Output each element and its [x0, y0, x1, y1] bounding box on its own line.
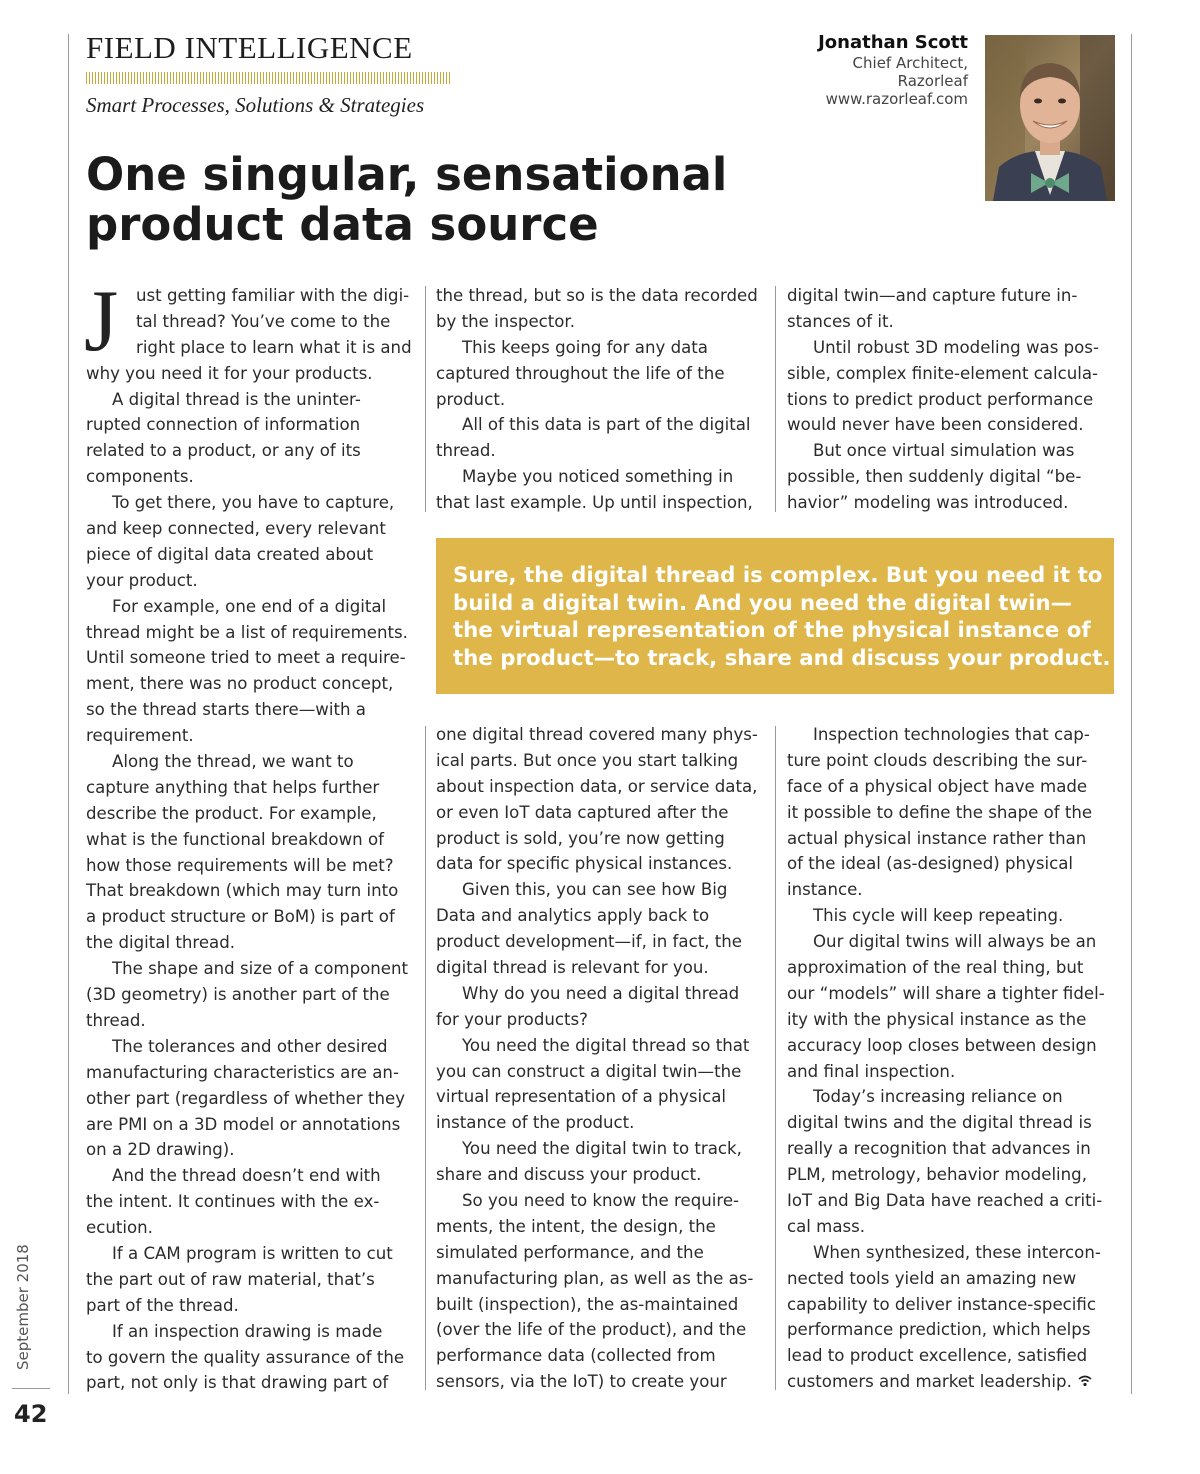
text-line: product is sold, you’re now getting [436, 828, 725, 848]
wifi-end-mark-icon [1072, 1372, 1092, 1391]
text-line: cal mass. [787, 1216, 866, 1236]
text-line: share and discuss your product. [436, 1165, 702, 1185]
article-column-2-top [436, 283, 766, 516]
text-line: piece of digital data created about [86, 544, 374, 564]
text-line: performance data (collected from [436, 1346, 716, 1366]
text-line: your product. [86, 570, 198, 590]
text-line: by the inspector. [436, 311, 576, 331]
text-line: what is the functional breakdown of [86, 829, 384, 849]
text-line: Our digital twins will always be an [813, 932, 1097, 952]
text-line: tions to predict product performance [787, 389, 1094, 409]
text-line: But once virtual simulation was [813, 441, 1075, 461]
text-line: ments, the intent, the design, the [436, 1216, 716, 1236]
text-line: virtual representation of a physical [436, 1087, 727, 1107]
pull-quote-line: the product—to track, share and discuss your product. [453, 645, 1111, 671]
text-line: Maybe you noticed something in [462, 467, 734, 487]
text-line: So you need to know the require- [462, 1191, 740, 1211]
text-line: capability to deliver instance-specific [787, 1294, 1096, 1314]
text-line: on a 2D drawing). [86, 1140, 235, 1160]
text-line: really a recognition that advances in [787, 1139, 1091, 1159]
text-line: You need the digital twin to track, [462, 1139, 742, 1159]
text-line: tal thread? You’ve come to the [136, 311, 391, 331]
text-line: performance prediction, which helps [787, 1320, 1091, 1340]
column-tagline: Smart Processes, Solutions & Strategies [86, 93, 425, 117]
column-rule-bottom-1 [425, 726, 426, 1390]
text-line: capture anything that helps further [86, 777, 380, 797]
text-line: Data and analytics apply back to [436, 906, 710, 926]
text-line: a product structure or BoM) is part of [86, 907, 395, 927]
text-line: PLM, metrology, behavior modeling, [787, 1165, 1087, 1185]
text-line: digital thread is relevant for you. [436, 958, 709, 978]
headline-line-1: One singular, sensational [86, 148, 728, 201]
text-line: actual physical instance rather than [787, 828, 1087, 848]
author-website[interactable]: www.razorleaf.com [825, 90, 968, 108]
text-line: A digital thread is the uninter- [112, 389, 361, 409]
text-line: and final inspection. [787, 1061, 956, 1081]
text-line: part of the thread. [86, 1295, 239, 1315]
left-margin-rule [68, 34, 69, 1394]
text-line: thread might be a list of requirements. [86, 622, 408, 642]
text-line: manufacturing plan, as well as the as- [436, 1268, 754, 1288]
pull-quote-line: Sure, the digital thread is complex. But you need it to [453, 563, 1103, 588]
text-line: describe the product. For example, [86, 803, 377, 823]
author-photo [985, 35, 1115, 201]
text-line: product. [436, 389, 506, 409]
text-line: would never have been considered. [787, 415, 1084, 435]
pull-quote-line: the virtual representation of the physical instance of [453, 618, 1091, 643]
text-line: of the ideal (as-designed) physical [787, 854, 1074, 874]
text-line: are PMI on a 3D model or annotations [86, 1114, 401, 1134]
text-line: built (inspection), the as-maintained [436, 1294, 739, 1314]
text-line: about inspection data, or service data, [436, 776, 758, 796]
pull-quote-line: build a digital twin. And you need the digital twin— [453, 590, 1072, 616]
text-line: The tolerances and other desired [112, 1036, 388, 1056]
author-name: Jonathan Scott [818, 32, 968, 53]
decorative-hatch-rule [86, 72, 450, 84]
text-line: For example, one end of a digital [112, 596, 387, 616]
text-line: Today’s increasing reliance on [813, 1087, 1063, 1107]
text-line: digital twin—and capture future in- [787, 286, 1078, 305]
text-line: requirement. [86, 726, 194, 746]
article-column-1 [84, 273, 416, 1396]
text-line: captured throughout the life of the [436, 363, 725, 383]
text-line: If a CAM program is written to cut [112, 1243, 393, 1263]
text-line: ture point clouds describing the sur- [787, 750, 1088, 770]
pull-quote [436, 538, 1114, 694]
text-line: our “models” will share a tighter fidel- [787, 983, 1105, 1003]
text-line: approximation of the real thing, but [787, 958, 1084, 978]
text-line: part, not only is that drawing part of [86, 1373, 389, 1393]
text-line: Inspection technologies that cap- [813, 725, 1090, 744]
text-line: nected tools yield an amazing new [787, 1268, 1077, 1288]
page-number: 42 [14, 1400, 48, 1428]
text-line: for your products? [436, 1009, 588, 1029]
text-line: other part (regardless of whether they [86, 1088, 406, 1108]
text-line: thread. [436, 441, 496, 461]
text-line: (3D geometry) is another part of the [86, 985, 390, 1005]
text-line: When synthesized, these intercon- [813, 1242, 1101, 1262]
column-rule-top-1 [425, 286, 426, 512]
author-company: Razorleaf [897, 72, 968, 90]
text-line: ust getting familiar with the digi- [136, 286, 410, 305]
text-line: related to a product, or any of its [86, 441, 361, 461]
text-line: and keep connected, every relevant [86, 519, 386, 539]
text-line: instance of the product. [436, 1113, 635, 1133]
text-line: IoT and Big Data have reached a criti- [787, 1191, 1103, 1211]
text-line: Why do you need a digital thread [462, 983, 740, 1003]
text-line: digital twins and the digital thread is [787, 1113, 1092, 1133]
text-line: sible, complex finite-element calcula- [787, 363, 1099, 383]
text-line: And the thread doesn’t end with [112, 1166, 381, 1186]
text-line: sensors, via the IoT) to create your [436, 1372, 727, 1392]
article-column-3-bottom [787, 722, 1117, 1395]
text-line: product development—if, in fact, the [436, 932, 742, 952]
text-line: customers and market leadership. [787, 1369, 1117, 1395]
column-name: FIELD INTELLIGENCE [86, 30, 413, 65]
text-line: the intent. It continues with the ex- [86, 1192, 380, 1212]
text-line: so the thread starts there—with a [86, 700, 366, 720]
article-column-3-top [787, 283, 1117, 516]
text-line: rupted connection of information [86, 415, 361, 435]
text-line: how those requirements will be met? [86, 855, 394, 875]
author-title: Chief Architect, [852, 54, 968, 72]
text-line: The shape and size of a component [112, 959, 409, 979]
text-line: You need the digital thread so that [462, 1035, 750, 1055]
text-line: havior” modeling was introduced. [787, 493, 1069, 513]
text-line: the digital thread. [86, 933, 236, 953]
text-line: Until someone tried to meet a require- [86, 648, 406, 668]
issue-date: September 2018 [14, 1244, 32, 1370]
text-line: Given this, you can see how Big [462, 880, 728, 900]
text-line: data for specific physical instances. [436, 854, 733, 874]
article-headline [86, 150, 786, 250]
text-line: All of this data is part of the digital [462, 415, 751, 435]
text-line: why you need it for your products. [86, 363, 373, 383]
text-line: ecution. [86, 1218, 153, 1238]
drop-cap: J [84, 273, 119, 370]
text-line: simulated performance, and the [436, 1242, 704, 1262]
text-line: ical parts. But once you start talking [436, 750, 739, 770]
text-line: possible, then suddenly digital “be- [787, 467, 1082, 487]
footer-rule [12, 1388, 50, 1389]
text-line: to govern the quality assurance of the [86, 1347, 405, 1367]
text-line: or even IoT data captured after the [436, 802, 729, 822]
text-line: That breakdown (which may turn into [86, 881, 399, 901]
right-margin-rule [1131, 34, 1132, 1394]
text-line: that last example. Up until inspection, [436, 493, 753, 513]
text-line: accuracy loop closes between design [787, 1035, 1097, 1055]
text-line: This keeps going for any data [462, 337, 708, 357]
text-line: This cycle will keep repeating. [813, 906, 1064, 926]
headline-line-2: product data source [86, 198, 599, 251]
text-line: stances of it. [787, 311, 894, 331]
text-line: it possible to define the shape of the [787, 802, 1093, 822]
text-line: ment, there was no product concept, [86, 674, 394, 694]
text-line: you can construct a digital twin—the [436, 1061, 742, 1081]
text-line: To get there, you have to capture, [112, 493, 395, 513]
text-line: lead to product excellence, satisfied [787, 1346, 1088, 1366]
text-line: manufacturing characteristics are an- [86, 1062, 399, 1082]
text-line: face of a physical object have made [787, 776, 1088, 796]
text-line: If an inspection drawing is made [112, 1321, 383, 1341]
text-line: the part out of raw material, that’s [86, 1269, 375, 1289]
column-rule-top-2 [775, 286, 776, 512]
text-line: Until robust 3D modeling was pos- [813, 337, 1099, 357]
text-line: Along the thread, we want to [112, 752, 354, 772]
article-column-2-bottom [436, 722, 766, 1395]
text-line: thread. [86, 1010, 146, 1030]
pull-quote-text [453, 562, 1110, 672]
text-line: the thread, but so is the data recorded [436, 286, 758, 305]
column-rule-bottom-2 [775, 726, 776, 1390]
text-line: instance. [787, 880, 863, 900]
text-line: (over the life of the product), and the [436, 1320, 747, 1340]
text-line: right place to learn what it is and [136, 337, 412, 357]
text-line: components. [86, 467, 194, 487]
text-line: ity with the physical instance as the [787, 1009, 1087, 1029]
text-line: one digital thread covered many phys- [436, 725, 758, 744]
